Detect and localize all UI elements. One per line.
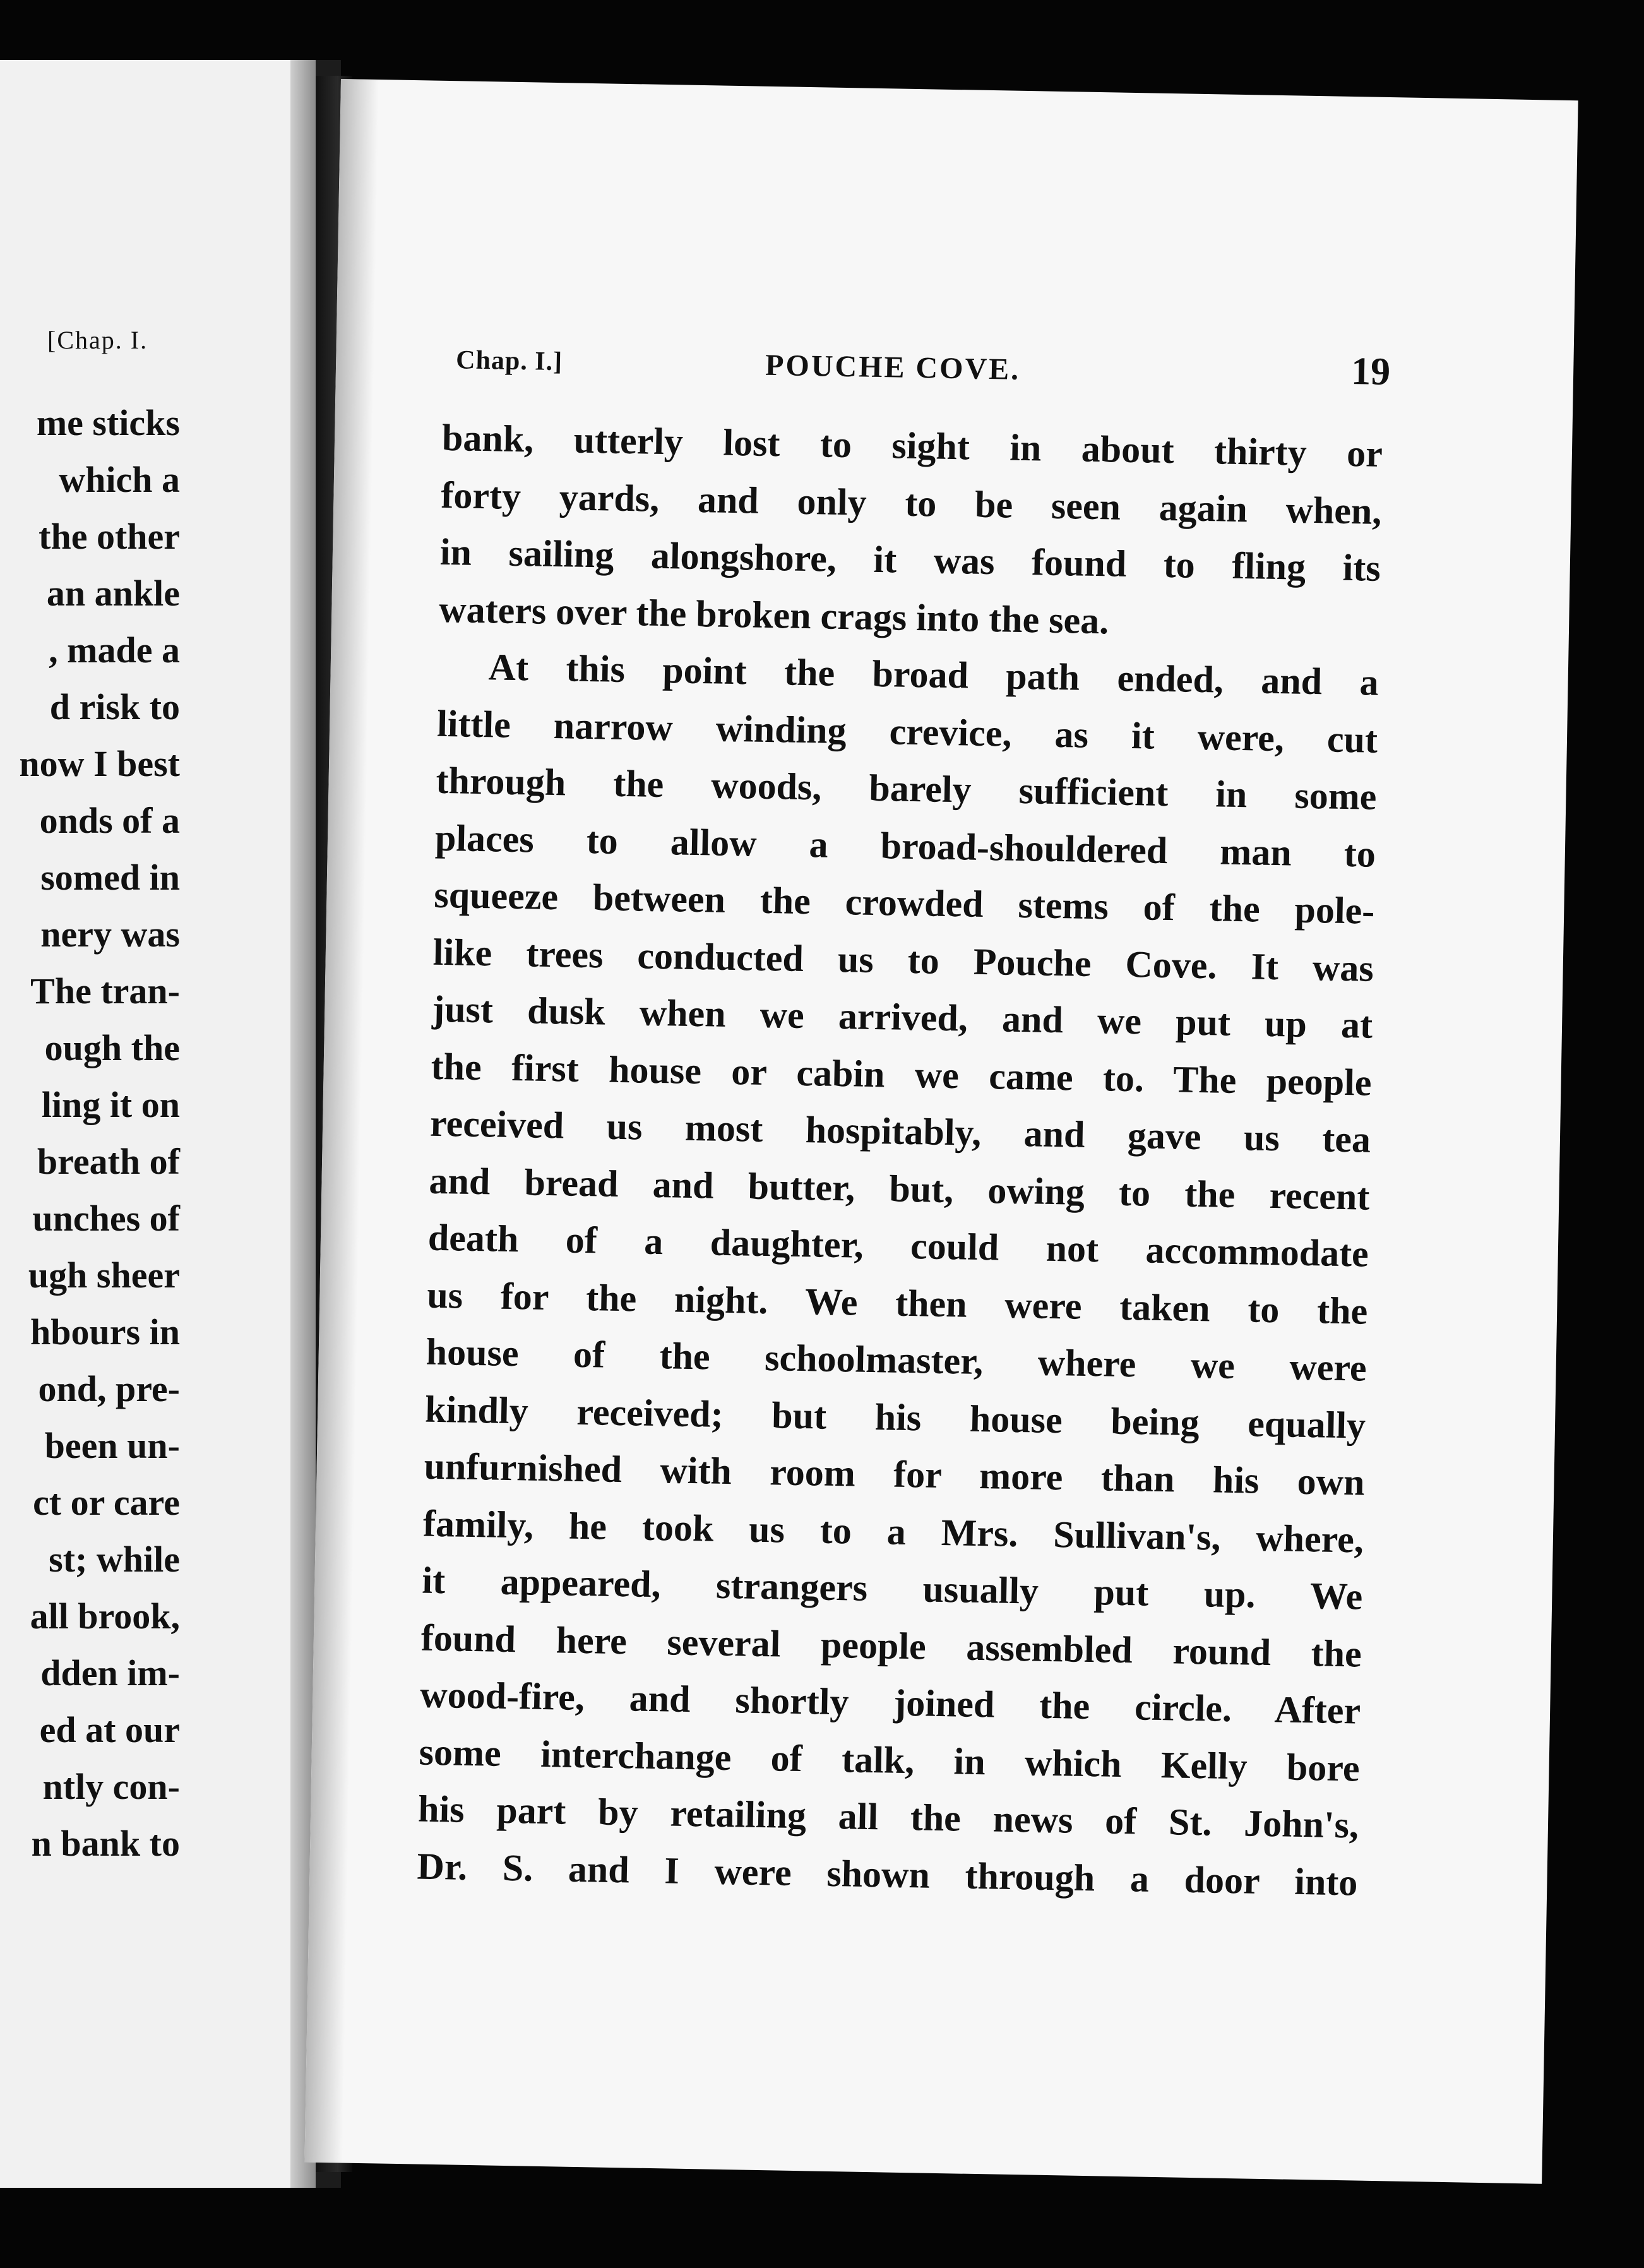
left-text-line: d risk to: [49, 686, 180, 727]
left-text-line: ond, pre-: [38, 1368, 180, 1409]
text-line: places to allow a broad-shouldered man to: [434, 816, 1376, 875]
text-line: some interchange of talk, in which Kelly bore: [419, 1731, 1361, 1789]
left-text-line: onds of a: [39, 800, 180, 841]
text-line: unfurnished with room for more than his own: [424, 1445, 1366, 1503]
left-page-text: [19, 395, 180, 1872]
left-text-line: nery was: [40, 914, 180, 955]
text-line: us for the night. We then were taken to the: [426, 1274, 1368, 1332]
left-text-line: unches of: [32, 1198, 180, 1239]
left-page: [0, 60, 341, 2188]
left-text-line: ed at our: [39, 1709, 180, 1750]
left-text-line: The tran-: [30, 970, 180, 1012]
left-text-line: n bank to: [31, 1823, 180, 1864]
text-line: wood-fire, and shortly joined the circle. After: [419, 1673, 1361, 1732]
left-text-line: breath of: [37, 1141, 180, 1182]
text-line: house of the schoolmaster, where we were: [426, 1330, 1367, 1389]
running-head-chapter: Chap. I.]: [455, 345, 563, 377]
left-text-line: ct or care: [33, 1482, 180, 1523]
left-text-line: the other: [39, 516, 180, 557]
page-number: 19: [1350, 350, 1391, 394]
text-line: and bread and butter, but, owing to the recent: [429, 1159, 1370, 1218]
text-line: little narrow winding crevice, as it were, cut: [436, 702, 1378, 761]
right-page: [304, 79, 1578, 2184]
text-line: family, he took us to a Mrs. Sullivan's, where,: [422, 1502, 1364, 1561]
text-line: just dusk when we arrived, and we put up at: [431, 988, 1373, 1046]
text-line: his part by retailing all the news of St. John's,: [417, 1788, 1359, 1846]
left-text-line: dden im-: [40, 1652, 180, 1693]
left-text-line: ntly con-: [42, 1766, 180, 1807]
page-body-text: [417, 409, 1383, 1911]
text-line: forty yards, and only to be seen again when,: [440, 474, 1382, 532]
left-text-line: ough the: [44, 1027, 180, 1068]
text-line: like trees conducted us to Pouche Cove. It was: [432, 931, 1374, 989]
text-line: waters over the broken crags into the sea.: [438, 588, 1109, 642]
text-line: in sailing alongshore, it was found to fling its: [439, 530, 1381, 589]
text-line: bank, utterly lost to sight in about thirty or: [441, 416, 1383, 475]
text-line: Dr. S. and I were shown through a door into: [417, 1845, 1358, 1904]
left-text-line: , made a: [49, 630, 180, 671]
left-text-line: ugh sheer: [28, 1255, 180, 1296]
left-text-line: me sticks: [36, 402, 180, 443]
text-line: through the woods, barely sufficient in some: [436, 759, 1377, 818]
text-line: received us most hospitably, and gave us tea: [429, 1102, 1371, 1161]
left-text-line: all brook,: [30, 1596, 180, 1637]
left-text-line: ling it on: [41, 1084, 180, 1125]
text-line: death of a daughter, could not accommodate: [427, 1216, 1369, 1275]
left-text-line: somed in: [40, 857, 180, 898]
left-text-line: now I best: [19, 743, 180, 784]
left-text-line: an ankle: [46, 573, 180, 614]
text-line: At this point the broad path ended, and a: [488, 646, 1379, 703]
text-line: kindly received; but his house being equally: [424, 1388, 1366, 1447]
left-text-line: been un-: [44, 1425, 180, 1466]
left-text-line: which a: [59, 459, 180, 500]
left-text-line: st; while: [49, 1539, 180, 1580]
text-line: squeeze between the crowded stems of the pole-: [433, 873, 1375, 932]
running-head: [456, 333, 1391, 400]
text-line: found here several people assembled round the: [420, 1616, 1362, 1675]
text-line: it appeared, strangers usually put up. We: [421, 1559, 1363, 1618]
left-running-head: [Chap. I.: [47, 326, 148, 354]
left-text-line: hbours in: [30, 1311, 180, 1352]
running-head-title: POUCHE COVE.: [765, 348, 1021, 386]
text-line: the first house or cabin we came to. The people: [431, 1045, 1373, 1104]
